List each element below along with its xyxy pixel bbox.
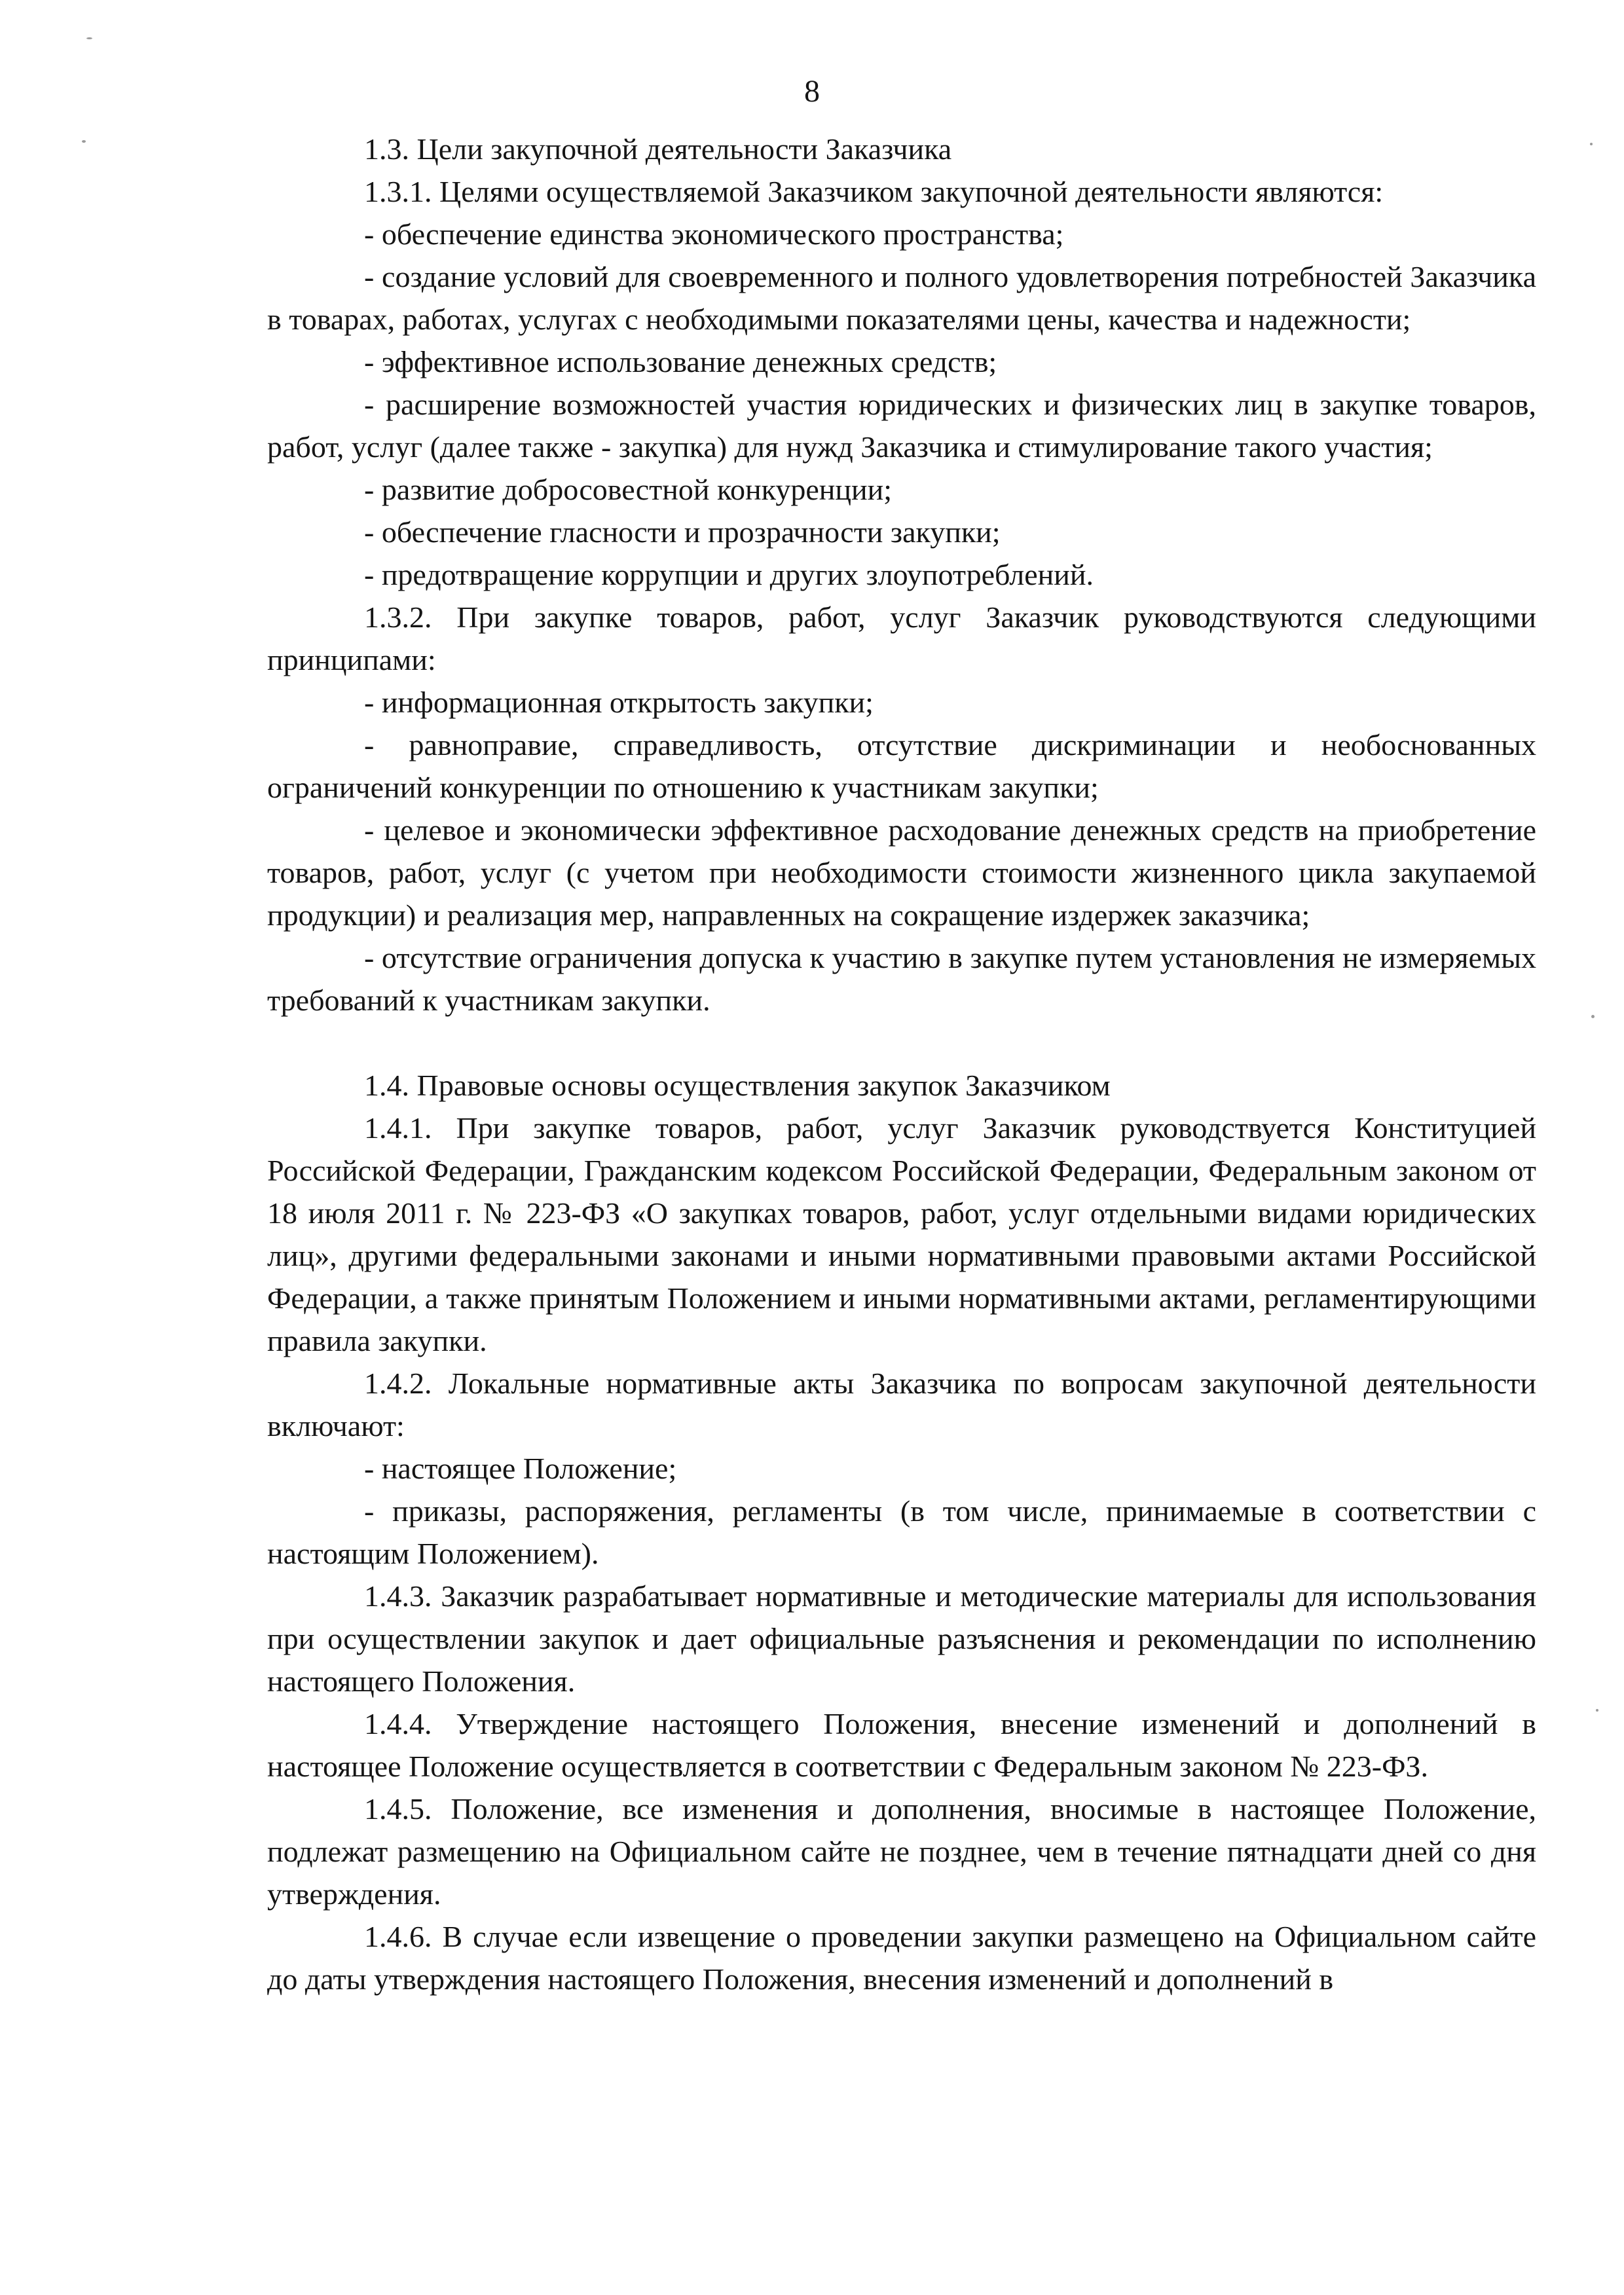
section-heading: 1.3. Цели закупочной деятельности Заказчика [364, 132, 952, 166]
list-item: - обеспечение гласности и прозрачности закупки; [364, 515, 1001, 549]
scan-speck [1596, 1709, 1598, 1712]
section-heading: 1.4. Правовые основы осуществления закупок Заказчиком [364, 1069, 1111, 1102]
list-item: - развитие добросовестной конкуренции; [364, 473, 893, 506]
list-item: - настоящее Положение; [364, 1452, 677, 1485]
paragraph: 1.4.5. Положение, все изменения и дополнения, вносимые в настоящее Положение, подлежат размещению на Официальном сайте не позднее, чем в течение пятнадцати дней со дня утверждения. [267, 1792, 1536, 1911]
paragraph: 1.3.2. При закупке товаров, работ, услуг Заказчик руководствуются следующими принципами: [267, 600, 1536, 676]
document-body [267, 128, 1536, 2000]
list-item: - эффективное использование денежных средств; [364, 345, 997, 378]
paragraph: 1.4.1. При закупке товаров, работ, услуг Заказчик руководствуется Конституцией Российской Федерации, Гражданским кодексом Российской Федерации, Федеральным законом от 18 июля 2011 г. № 223-ФЗ «О закупках товаров, работ, услуг отдельными видами юридических лиц», другими федеральными законами и иными нормативными правовыми актами Российской Федерации, а также принятым Положением и иными нормативными актами, регламентирующими правила закупки. [267, 1111, 1536, 1357]
scan-speck [82, 140, 86, 143]
list-item: - расширение возможностей участия юридических и физических лиц в закупке товаров, работ, услуг (далее также - закупка) для нужд Заказчика и стимулирование такого участия; [267, 388, 1536, 464]
list-item: - приказы, распоряжения, регламенты (в том числе, принимаемые в соответствии с настоящим Положением). [267, 1494, 1536, 1570]
list-item: - предотвращение коррупции и других злоупотреблений. [364, 558, 1094, 591]
section-1-4 [267, 1064, 1536, 2000]
paragraph: 1.4.6. В случае если извещение о проведении закупки размещено на Официальном сайте до даты утверждения настоящего Положения, внесения изменений и дополнений в [267, 1920, 1536, 1996]
page-number: 8 [804, 74, 820, 109]
scan-speck [86, 37, 92, 39]
scan-speck [1590, 143, 1593, 145]
list-item: - информационная открытость закупки; [364, 686, 874, 719]
paragraph: 1.4.2. Локальные нормативные акты Заказчика по вопросам закупочной деятельности включают: [267, 1367, 1536, 1442]
section-1-3 [267, 128, 1536, 1021]
paragraph: 1.4.3. Заказчик разрабатывает нормативные и методические материалы для использования при осуществлении закупок и дает официальные разъяснения и рекомендации по исполнению настоящего Положения. [267, 1579, 1536, 1698]
list-item: - создание условий для своевременного и полного удовлетворения потребностей Заказчика в товарах, работах, услугах с необходимыми показателями цены, качества и надежности; [267, 260, 1536, 336]
paragraph: 1.4.4. Утверждение настоящего Положения, внесение изменений и дополнений в настоящее Положение осуществляется в соответствии с Федеральным законом № 223-ФЗ. [267, 1707, 1536, 1783]
list-item: - обеспечение единства экономического пространства; [364, 217, 1064, 251]
list-item: - отсутствие ограничения допуска к участию в закупке путем установления не измеряемых требований к участникам закупки. [267, 941, 1536, 1017]
list-item: - целевое и экономически эффективное расходование денежных средств на приобретение товаров, работ, услуг (с учетом при необходимости стоимости жизненного цикла закупаемой продукции) и реализация мер, направленных на сокращение издержек заказчика; [267, 813, 1536, 932]
scan-speck [1591, 1015, 1595, 1018]
paragraph: 1.3.1. Целями осуществляемой Заказчиком закупочной деятельности являются: [364, 175, 1384, 208]
list-item: - равноправие, справедливость, отсутствие дискриминации и необоснованных ограничений конкуренции по отношению к участникам закупки; [267, 728, 1536, 804]
